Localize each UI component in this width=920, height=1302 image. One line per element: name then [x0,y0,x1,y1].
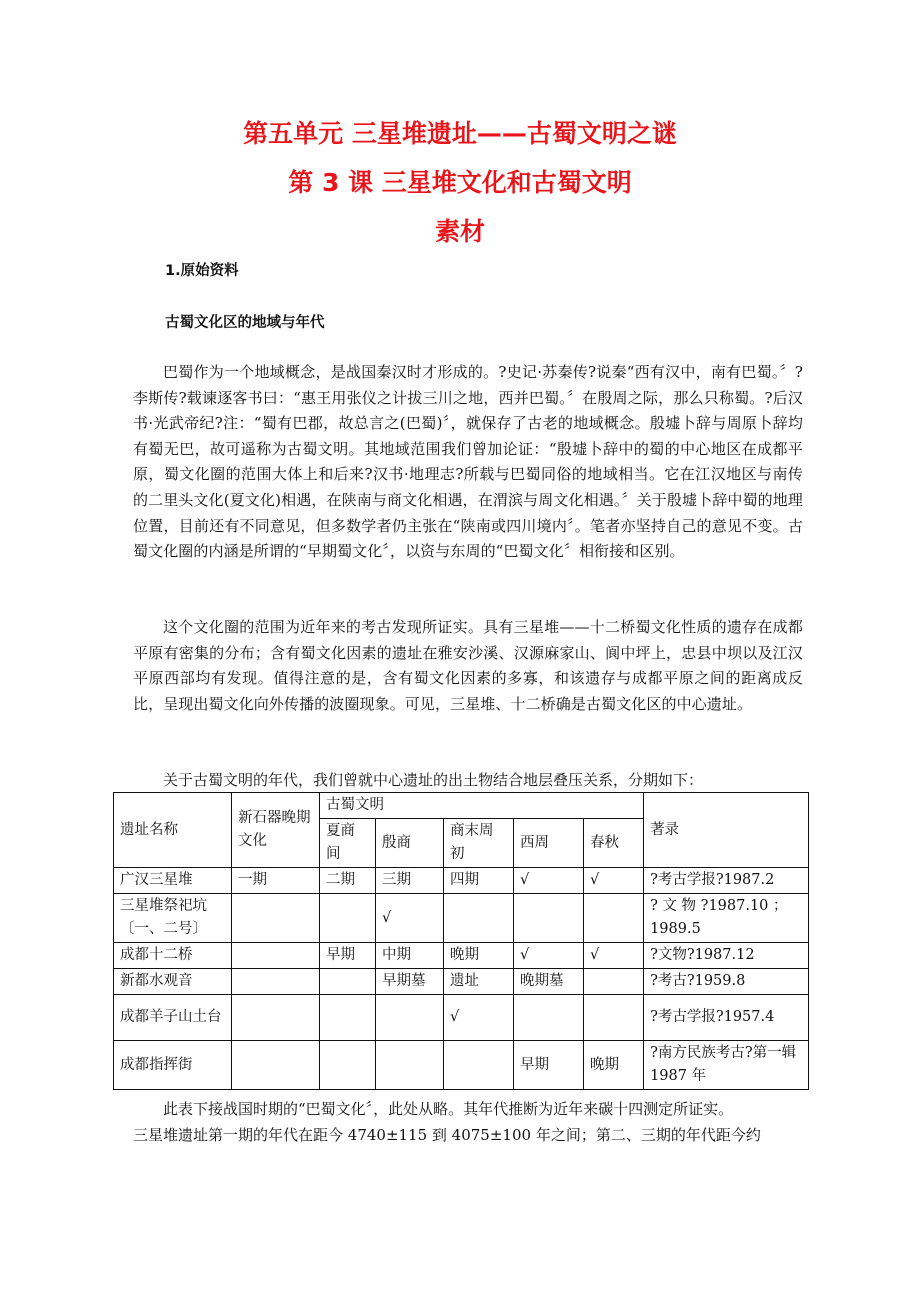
cell-neolithic: 一期 [232,868,320,894]
cell-record: ?考古?1959.8 [644,969,809,995]
cell-neolithic [232,1041,320,1090]
table-row [114,868,809,894]
table-header-row [114,793,809,819]
table-row [114,943,809,969]
cell-west-zhou: 晚期墓 [514,969,584,995]
cell-late-shang: 四期 [444,868,514,894]
cell-spring-autumn: 晚期 [584,1041,644,1090]
cell-yin-shang [376,995,444,1041]
cell-late-shang: 晚期 [444,943,514,969]
cell-west-zhou: √ [514,943,584,969]
header-late-shang: 商末周初 [444,819,514,868]
cell-spring-autumn [584,894,644,943]
cell-site: 成都羊子山土台 [114,995,232,1041]
cell-spring-autumn [584,995,644,1041]
cell-late-shang [444,1041,514,1090]
header-record: 著录 [644,793,809,868]
cell-xia-shang: 早期 [320,943,376,969]
cell-neolithic [232,969,320,995]
table-row [114,1041,809,1090]
cell-neolithic [232,894,320,943]
table-row [114,894,809,943]
cell-late-shang: 遗址 [444,969,514,995]
section-subheading: 古蜀文化区的地域与年代 [165,315,325,331]
cell-record: ?考古学报?1957.4 [644,995,809,1041]
section-heading: 1.原始资料 [165,263,239,279]
paragraph-1: 巴蜀作为一个地域概念，是战国秦汉时才形成的。?史记·苏秦传?说秦“西有汉中，南有巴蜀。〞?李斯传?载谏逐客书曰：“惠王用张仪之计拔三川之地，西并巴蜀。〞在殷周之际，那么只称蜀。?后汉书·光武帝纪?注：“蜀有巴郡，故总言之(巴蜀)〞，就保存了古老的地域概念。殷墟卜辞与周原卜辞均有蜀无巴，故可遥称为古蜀文明。其地域范围我们曾加论证：“殷墟卜辞中的蜀的中心地区在成都平原，蜀文化圈的范围大体上和后来?汉书·地理志?所载与巴蜀同俗的地域相当。它在江汉地区与南传的二里头文化(夏文化)相遇，在陕南与商文化相遇，在渭滨与周文化相遇。〞关于殷墟卜辞中蜀的地理位置，目前还有不同意见，但多数学者仍主张在“陕南或四川境内〞。笔者亦坚持自己的意见不变。古蜀文化圈的内涵是所谓的“早期蜀文化〞，以资与东周的“巴蜀文化〞相衔接和区别。 [133,363,803,561]
cell-site: 成都指挥街 [114,1041,232,1090]
table-intro: 关于古蜀文明的年代，我们曾就中心遗址的出土物结合地层叠压关系，分期如下： [163,771,704,789]
table-row [114,969,809,995]
header-west-zhou: 西周 [514,819,584,868]
cell-xia-shang: 二期 [320,868,376,894]
cell-yin-shang: 三期 [376,868,444,894]
cell-neolithic [232,995,320,1041]
cell-record: ?考古学报?1987.2 [644,868,809,894]
cell-record: ?南方民族考古?第一辑 1987 年 [644,1041,809,1090]
table-row [114,995,809,1041]
cell-west-zhou: 早期 [514,1041,584,1090]
cell-yin-shang: 中期 [376,943,444,969]
cell-west-zhou [514,995,584,1041]
header-xia-shang: 夏商间 [320,819,376,868]
header-neolithic: 新石器晚期文化 [232,793,320,868]
cell-yin-shang: √ [376,894,444,943]
cell-site: 成都十二桥 [114,943,232,969]
cell-xia-shang [320,995,376,1041]
cell-spring-autumn: √ [584,868,644,894]
dating-table [113,792,809,1090]
cell-xia-shang [320,894,376,943]
after-table-line-1: 此表下接战国时期的“巴蜀文化〞，此处从略。其年代推断为近年来碳十四测定所证实。 [163,1100,734,1118]
lesson-title: 第 3 课 三星堆文化和古蜀文明 [288,168,632,197]
material-title: 素材 [434,217,485,246]
cell-site: 三星堆祭祀坑〔一、二号〕 [114,894,232,943]
cell-xia-shang [320,969,376,995]
header-ancient-shu: 古蜀文明 [320,793,644,819]
header-site: 遗址名称 [114,793,232,868]
cell-west-zhou: √ [514,868,584,894]
after-table-line-2: 三星堆遗址第一期的年代在距今 4740±115 到 4075±100 年之间；第二、三期的年代距今约 [133,1126,761,1144]
header-yin-shang: 殷商 [376,819,444,868]
cell-record: ?文物?1987.12 [644,943,809,969]
cell-yin-shang: 早期墓 [376,969,444,995]
cell-yin-shang [376,1041,444,1090]
cell-record: ? 文 物 ?1987.10 ；1989.5 [644,894,809,943]
header-spring-autumn: 春秋 [584,819,644,868]
cell-late-shang: √ [444,995,514,1041]
cell-site: 广汉三星堆 [114,868,232,894]
cell-late-shang [444,894,514,943]
cell-spring-autumn: √ [584,943,644,969]
cell-west-zhou [514,894,584,943]
cell-spring-autumn [584,969,644,995]
cell-site: 新都水观音 [114,969,232,995]
cell-xia-shang [320,1041,376,1090]
unit-title: 第五单元 三星堆遗址——古蜀文明之谜 [243,119,677,148]
cell-neolithic [232,943,320,969]
paragraph-2: 这个文化圈的范围为近年来的考古发现所证实。具有三星堆——十二桥蜀文化性质的遗存在成都平原有密集的分布；含有蜀文化因素的遗址在雅安沙溪、汉源麻家山、阆中坪上，忠县中坝以及江汉平原西部均有发现。值得注意的是，含有蜀文化因素的多寡，和该遗存与成都平原之间的距离成反比，呈现出蜀文化向外传播的波圈现象。可见，三星堆、十二桥确是古蜀文化区的中心遗址。 [133,618,803,713]
